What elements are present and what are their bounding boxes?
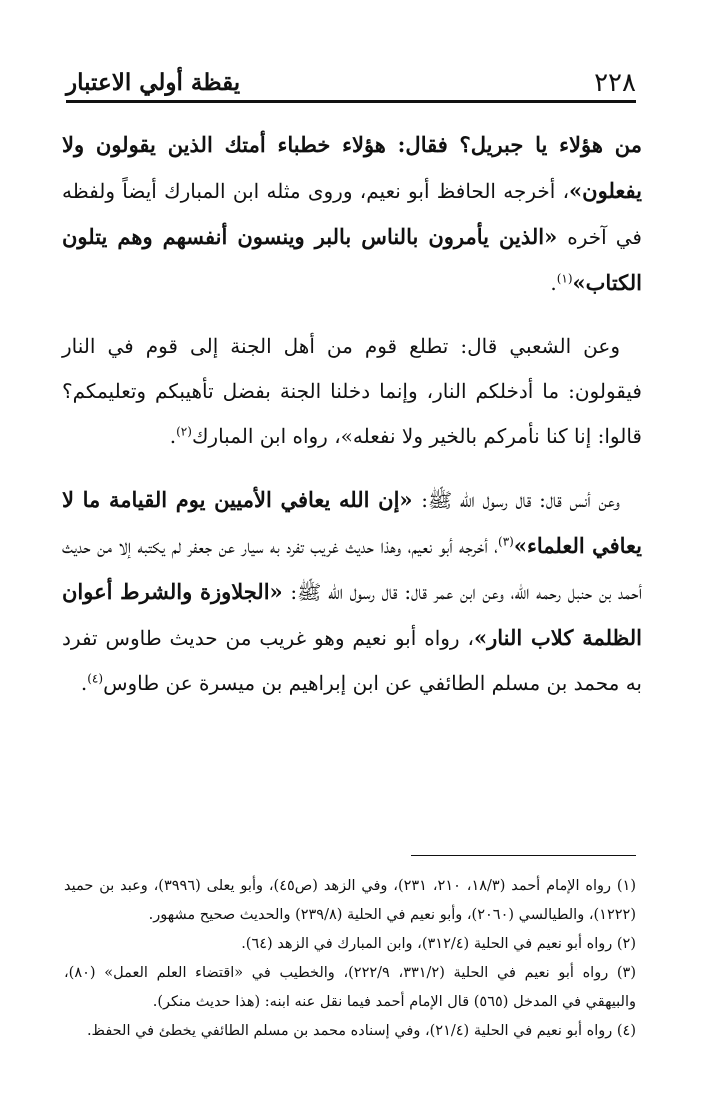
paragraph-text: .: [169, 424, 177, 448]
footnote-ref: (٢): [176, 424, 192, 439]
paragraph-2: [62, 324, 642, 459]
paragraph-text: .: [80, 671, 88, 695]
footnote-ref: (٣): [498, 534, 514, 549]
paragraph-text: ، أخرجه الحافظ أبو نعيم، وروى مثله ابن المبارك أيضاً ولفظه في آخره: [62, 179, 642, 249]
footnote-4: (٤) رواه أبو نعيم في الحلية (٢١/٤)، وفي إسناده محمد بن مسلم الطائفي يخطئ في الحفظ.: [86, 1023, 636, 1039]
hadith-quote: «إن الله يعافي الأميين يوم القيامة ما لا يعافي العلماء»: [62, 487, 642, 558]
hadith-quote: «الذين يأمرون بالناس بالبر وينسون أنفسهم وهم يتلون الكتاب»: [62, 224, 642, 295]
footnote-2: (٢) رواه أبو نعيم في الحلية (٣١٢/٤)، وابن المبارك في الزهد (٦٤).: [241, 936, 636, 952]
footnote-3: (٣) رواه أبو نعيم في الحلية (٣٣١/٢، ٢٢٢/٩)، والخطيب في «اقتضاء العلم العمل» (٨٠)، والبيهقي في المدخل (٥٦٥) قال الإمام أحمد فيما نقل عنه ابنه: (هذا حديث منكر).: [64, 965, 636, 1010]
paragraph-text: وعن الشعبي قال: تطلع قوم من أهل الجنة إلى قوم في النار فيقولون: ما أدخلكم النار، وإنما دخلنا الجنة بفضل تأهيبكم وتعليمكم؟ قالوا: إنا كنا نأمركم بالخير ولا نفعله»، رواه ابن المبارك: [62, 334, 642, 448]
footnote-separator: [411, 855, 636, 856]
hadith-quote: «الجلاوزة والشرط أعوان الظلمة كلاب النار»: [62, 579, 642, 650]
footnote-ref: (١): [556, 271, 573, 286]
paragraph-3: [62, 477, 642, 706]
page-header: [66, 60, 636, 103]
footnote-1: (١) رواه الإمام أحمد (١٨/٣، ٢١٠، ٢٣١)، وفي الزهد (ص٤٥)، وأبو يعلى (٣٩٩٦)، وعبد بن حميد (١٢٢٢)، والطيالسي (٢٠٦٠)، وأبو نعيم في الحلية (٢٣٩/٨) والحديث صحيح مشهور.: [64, 878, 637, 923]
paragraph-text: وعن أنس قال: قال رسول الله ﷺ:: [421, 488, 620, 512]
paragraph-text: ، أخرجه أبو نعيم، وهذا حديث غريب تفرد به سيار عن جعفر لم يكتبه إلا من حديث أحمد بن حنبل رحمه الله، وعن ابن عمر قال: قال رسول الله ﷺ:: [62, 534, 643, 604]
footnote-ref: (٤): [87, 671, 104, 686]
page-number: ٢٢٨: [594, 68, 636, 98]
paragraph-text: .: [550, 271, 557, 295]
footnotes: [64, 872, 636, 1046]
paragraph-1: [62, 122, 642, 306]
running-title: يقظة أولي الاعتبار: [66, 69, 241, 96]
hadith-quote: من هؤلاء يا جبريل؟ فقال: هؤلاء خطباء أمتك الذين يقولون ولا يفعلون»: [62, 132, 642, 203]
main-text: [62, 122, 642, 724]
paragraph-text: ، رواه أبو نعيم وهو غريب من حديث طاوس تفرد به محمد بن مسلم الطائفي عن ابن إبراهيم بن ميسرة عن طاوس: [62, 626, 642, 695]
